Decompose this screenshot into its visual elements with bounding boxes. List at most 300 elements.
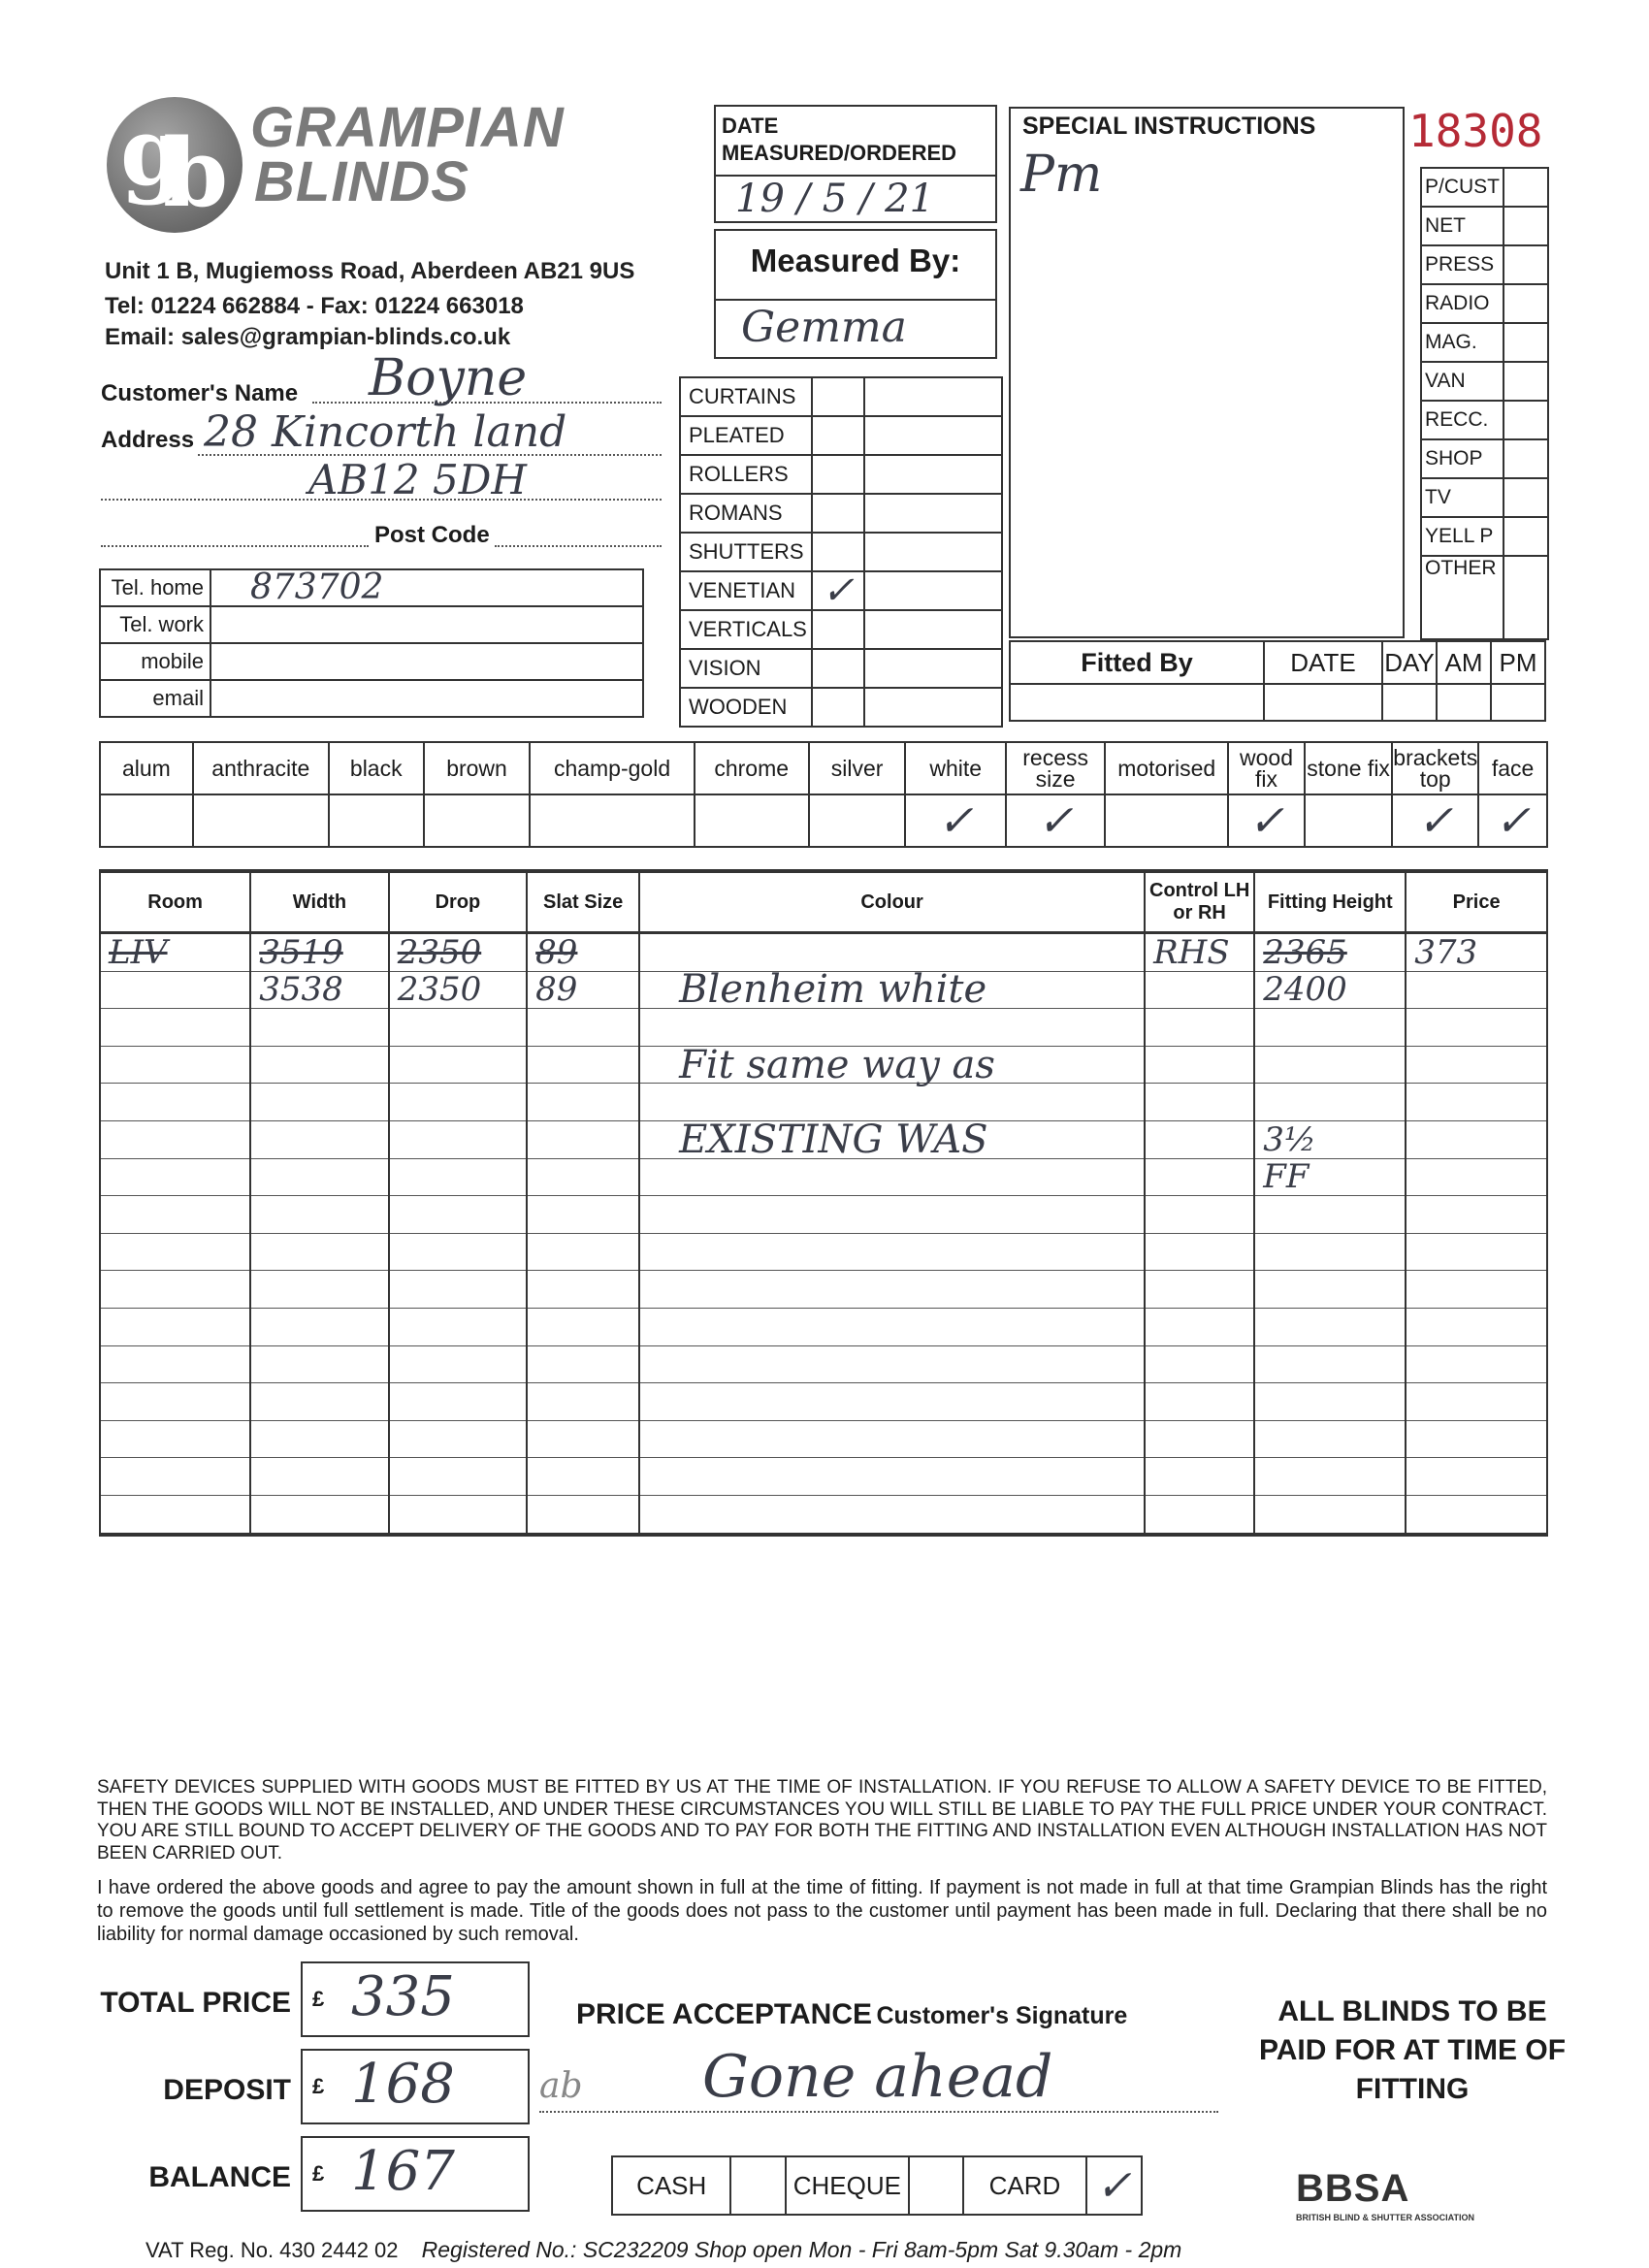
company-name-line1: GRAMPIAN xyxy=(250,96,565,159)
source-checkbox[interactable] xyxy=(1504,207,1548,245)
deposit-label: DEPOSIT xyxy=(163,2074,291,2106)
table-cell[interactable] xyxy=(100,1495,250,1534)
special-instructions-box xyxy=(1009,107,1405,638)
order-type-row xyxy=(680,416,1002,455)
table-row xyxy=(100,1345,1547,1383)
option-checkbox[interactable] xyxy=(530,794,694,847)
table-cell[interactable] xyxy=(639,933,1145,972)
pound-sign: £ xyxy=(312,2161,325,2186)
table-cell[interactable] xyxy=(527,1271,639,1309)
source-row xyxy=(1421,323,1548,362)
table-cell[interactable] xyxy=(1145,1084,1254,1121)
table-cell[interactable] xyxy=(527,1158,639,1196)
source-label: NET xyxy=(1421,207,1504,245)
order-type-row xyxy=(680,533,1002,571)
customer-name-value[interactable]: Boyne xyxy=(369,349,528,407)
table-cell[interactable] xyxy=(639,1009,1145,1047)
table-cell[interactable] xyxy=(1145,1345,1254,1383)
source-list xyxy=(1420,167,1549,640)
table-cell[interactable] xyxy=(1406,1495,1547,1534)
balance-label: BALANCE xyxy=(148,2161,291,2193)
table-cell[interactable] xyxy=(1145,1196,1254,1234)
option-checkbox[interactable]: ✓ xyxy=(1228,794,1305,847)
company-address: Unit 1 B, Mugiemoss Road, Aberdeen AB21 9US xyxy=(105,258,635,284)
table-cell[interactable] xyxy=(1406,1158,1547,1196)
order-type-notes[interactable] xyxy=(864,416,1002,455)
address-value-line1[interactable]: 28 Kincorth land xyxy=(204,407,567,457)
table-cell[interactable] xyxy=(1254,1458,1406,1496)
balance-value[interactable]: 167 xyxy=(351,2140,455,2203)
vat-reg: VAT Reg. No. 430 2442 02 xyxy=(146,2238,399,2262)
contact-row xyxy=(100,680,643,717)
measured-by-label: Measured By: xyxy=(750,243,961,278)
table-cell[interactable] xyxy=(250,1345,388,1383)
table-cell[interactable] xyxy=(100,1458,250,1496)
table-cell[interactable] xyxy=(639,1233,1145,1271)
table-cell[interactable] xyxy=(1145,1458,1254,1496)
customer-signature[interactable]: Gone ahead xyxy=(702,2043,1053,2111)
column-header: Width xyxy=(250,871,388,933)
table-cell[interactable] xyxy=(1254,1009,1406,1047)
table-cell[interactable] xyxy=(100,1345,250,1383)
fitted-am-label: AM xyxy=(1437,641,1491,684)
table-cell[interactable] xyxy=(1254,1084,1406,1121)
payment-card-box[interactable]: ✓ xyxy=(1086,2156,1142,2215)
table-cell[interactable]: 89 xyxy=(527,971,639,1009)
table-cell[interactable]: 3538 xyxy=(250,971,388,1009)
order-type-checkbox[interactable] xyxy=(812,688,864,727)
safety-notice: SAFETY DEVICES SUPPLIED WITH GOODS MUST BE FITTED BY US AT THE TIME OF INSTALLATION. IF YOU REFUSE TO ALLOW A SAFETY DEVICE TO BE FITTED, THEN THE GOODS WILL NOT BE INSTALLED, AND UNDER THESE CIRCUMSTANCES YOU WILL STILL BE LIABLE TO PAY THE FULL PRICE UNDER YOUR CONTRACT. YOU ARE STILL BOUND TO ACCEPT DELIVERY OF THE GOODS AND TO PAY FOR BOTH THE FITTING AND INSTALLATION EVEN ALTHOUGH INSTALLATION HAS NOT BEEN CARRIED OUT. xyxy=(97,1777,1547,1863)
option-checkbox[interactable]: ✓ xyxy=(1006,794,1105,847)
table-cell[interactable] xyxy=(389,1046,527,1084)
contact-value[interactable]: 873702 xyxy=(210,569,643,606)
table-cell[interactable] xyxy=(389,1345,527,1383)
date-measured-label: DATE MEASURED/ORDERED xyxy=(722,113,957,165)
table-row xyxy=(100,1495,1547,1534)
column-header: Price xyxy=(1406,871,1547,933)
table-cell[interactable] xyxy=(100,1233,250,1271)
options-table xyxy=(99,741,1548,848)
order-number: 18308 xyxy=(1408,105,1543,157)
table-cell[interactable]: 373 xyxy=(1406,933,1547,972)
table-cell[interactable] xyxy=(250,1084,388,1121)
order-type-checkbox[interactable] xyxy=(812,610,864,649)
table-row xyxy=(100,1308,1547,1345)
table-cell[interactable] xyxy=(527,1084,639,1121)
contact-value[interactable] xyxy=(210,606,643,643)
table-cell[interactable] xyxy=(1254,1196,1406,1234)
deposit-value[interactable]: 168 xyxy=(351,2053,455,2116)
date-measured-value[interactable]: 19 / 5 / 21 xyxy=(735,177,935,221)
table-cell[interactable] xyxy=(1145,1009,1254,1047)
table-cell[interactable] xyxy=(250,1383,388,1421)
source-label: RADIO xyxy=(1421,284,1504,323)
column-header: Slat Size xyxy=(527,871,639,933)
table-row xyxy=(100,1196,1547,1234)
table-cell[interactable] xyxy=(250,1046,388,1084)
source-label: VAN xyxy=(1421,362,1504,401)
fitted-by-label: Fitted By xyxy=(1010,641,1264,684)
table-row xyxy=(100,1420,1547,1458)
order-type-label: VISION xyxy=(680,649,812,688)
option-checkbox[interactable] xyxy=(1105,794,1228,847)
table-cell[interactable] xyxy=(389,1120,527,1158)
table-cell[interactable] xyxy=(100,1084,250,1121)
table-cell[interactable] xyxy=(100,1046,250,1084)
contact-label: mobile xyxy=(100,643,210,680)
table-cell[interactable] xyxy=(389,1084,527,1121)
column-header: Fitting Height xyxy=(1254,871,1406,933)
table-cell[interactable]: 89 xyxy=(527,933,639,972)
table-row xyxy=(100,933,1547,972)
order-type-row xyxy=(680,571,1002,610)
fitted-pm-label: PM xyxy=(1491,641,1545,684)
order-type-row xyxy=(680,610,1002,649)
order-type-notes[interactable] xyxy=(864,455,1002,494)
table-cell[interactable] xyxy=(100,971,250,1009)
signature-line xyxy=(539,2111,1218,2113)
table-cell[interactable] xyxy=(100,1120,250,1158)
order-type-label: PLEATED xyxy=(680,416,812,455)
table-cell[interactable] xyxy=(527,1196,639,1234)
order-type-notes[interactable] xyxy=(864,494,1002,533)
contact-label: Tel. work xyxy=(100,606,210,643)
bbsa-logo xyxy=(1296,2167,1529,2222)
table-cell[interactable] xyxy=(389,1308,527,1345)
fitted-day-value[interactable] xyxy=(1382,684,1437,721)
table-row xyxy=(100,1271,1547,1309)
table-cell[interactable] xyxy=(100,1420,250,1458)
postcode-line-right xyxy=(495,545,662,547)
table-cell[interactable] xyxy=(100,1308,250,1345)
order-lines-table xyxy=(99,869,1548,1537)
order-type-notes[interactable] xyxy=(864,571,1002,610)
table-cell[interactable]: EXISTING WAS xyxy=(639,1120,1145,1158)
payment-method-table xyxy=(611,2155,1143,2216)
order-type-notes[interactable] xyxy=(864,533,1002,571)
order-type-checkbox[interactable] xyxy=(812,649,864,688)
fitted-day-label: DAY xyxy=(1382,641,1437,684)
source-checkbox[interactable] xyxy=(1504,401,1548,439)
table-cell[interactable]: 3519 xyxy=(250,933,388,972)
price-acceptance-heading xyxy=(576,1998,1127,2031)
option-checkbox[interactable] xyxy=(329,794,424,847)
total-price-value[interactable]: 335 xyxy=(351,1965,455,2028)
order-type-checkbox[interactable]: ✓ xyxy=(812,571,864,610)
table-cell[interactable]: RHS xyxy=(1145,933,1254,972)
source-checkbox[interactable] xyxy=(1504,323,1548,362)
table-row xyxy=(100,1158,1547,1196)
table-row xyxy=(100,971,1547,1009)
table-cell[interactable] xyxy=(389,1495,527,1534)
option-checkbox[interactable] xyxy=(193,794,329,847)
table-cell[interactable] xyxy=(100,1009,250,1047)
table-cell[interactable] xyxy=(1406,1196,1547,1234)
table-cell[interactable] xyxy=(639,1383,1145,1421)
option-checkbox[interactable] xyxy=(695,794,809,847)
option-label: recess size xyxy=(1006,742,1105,794)
source-row xyxy=(1421,517,1548,556)
table-cell[interactable]: 3½ xyxy=(1254,1120,1406,1158)
table-cell[interactable] xyxy=(1145,971,1254,1009)
option-label: silver xyxy=(809,742,906,794)
measured-by-value[interactable]: Gemma xyxy=(741,303,907,352)
contact-label: Tel. home xyxy=(100,569,210,606)
option-label: black xyxy=(329,742,424,794)
table-cell[interactable] xyxy=(1406,971,1547,1009)
company-name xyxy=(250,96,565,213)
source-checkbox[interactable] xyxy=(1504,362,1548,401)
table-cell[interactable] xyxy=(639,1084,1145,1121)
option-checkbox[interactable] xyxy=(424,794,531,847)
table-cell[interactable]: Fit same way as xyxy=(639,1046,1145,1084)
table-cell[interactable]: 2365 xyxy=(1254,933,1406,972)
table-cell[interactable] xyxy=(639,1458,1145,1496)
table-cell[interactable] xyxy=(100,1383,250,1421)
table-cell[interactable]: FF xyxy=(1254,1158,1406,1196)
pound-sign: £ xyxy=(312,1987,325,2011)
table-cell[interactable] xyxy=(1254,1046,1406,1084)
order-type-notes[interactable] xyxy=(864,610,1002,649)
special-instructions-value[interactable]: Pm xyxy=(1020,146,1103,204)
table-cell[interactable] xyxy=(1406,1046,1547,1084)
table-cell[interactable] xyxy=(1406,1458,1547,1496)
contact-value[interactable] xyxy=(210,643,643,680)
order-type-notes[interactable] xyxy=(864,377,1002,416)
table-cell[interactable] xyxy=(250,1308,388,1345)
order-type-label: VERTICALS xyxy=(680,610,812,649)
option-label: champ-gold xyxy=(530,742,694,794)
table-cell[interactable] xyxy=(1145,1383,1254,1421)
table-cell[interactable] xyxy=(527,1233,639,1271)
table-cell[interactable]: 2350 xyxy=(389,971,527,1009)
source-checkbox[interactable] xyxy=(1504,439,1548,478)
table-cell[interactable] xyxy=(639,1158,1145,1196)
option-checkbox[interactable]: ✓ xyxy=(1392,794,1478,847)
address-value-line2[interactable]: AB12 5DH xyxy=(308,456,528,503)
address-label: Address xyxy=(101,427,195,453)
option-checkbox[interactable] xyxy=(809,794,906,847)
date-measured-box xyxy=(714,105,997,223)
table-cell[interactable] xyxy=(639,1196,1145,1234)
option-checkbox[interactable] xyxy=(100,794,193,847)
table-cell[interactable] xyxy=(1406,1120,1547,1158)
table-cell[interactable] xyxy=(389,1009,527,1047)
payment-notice: ALL BLINDS TO BE PAID FOR AT TIME OF FITTING xyxy=(1258,1995,1567,2105)
table-cell[interactable] xyxy=(1145,1120,1254,1158)
table-cell[interactable] xyxy=(1145,1046,1254,1084)
order-type-checkbox[interactable] xyxy=(812,416,864,455)
contact-row xyxy=(100,643,643,680)
table-cell[interactable]: Blenheim white xyxy=(639,971,1145,1009)
table-cell[interactable] xyxy=(1254,1495,1406,1534)
table-cell[interactable] xyxy=(389,1271,527,1309)
table-cell[interactable] xyxy=(389,1458,527,1496)
table-cell[interactable] xyxy=(1406,1308,1547,1345)
order-type-checkbox[interactable] xyxy=(812,377,864,416)
table-cell[interactable] xyxy=(1145,1308,1254,1345)
order-type-notes[interactable] xyxy=(864,688,1002,727)
source-label: MAG. xyxy=(1421,323,1504,362)
table-cell[interactable] xyxy=(100,1271,250,1309)
total-price-label: TOTAL PRICE xyxy=(100,1987,291,2019)
table-cell[interactable] xyxy=(527,1308,639,1345)
table-cell[interactable] xyxy=(639,1271,1145,1309)
fitted-am-value[interactable] xyxy=(1437,684,1491,721)
table-cell[interactable] xyxy=(250,1495,388,1534)
table-cell[interactable] xyxy=(1254,1308,1406,1345)
table-cell[interactable] xyxy=(250,1458,388,1496)
table-cell[interactable] xyxy=(527,1495,639,1534)
table-cell[interactable] xyxy=(389,1233,527,1271)
table-cell[interactable] xyxy=(1145,1271,1254,1309)
table-cell[interactable] xyxy=(250,1420,388,1458)
table-cell[interactable] xyxy=(527,1383,639,1421)
source-checkbox[interactable] xyxy=(1504,478,1548,517)
order-type-label: VENETIAN xyxy=(680,571,812,610)
contact-table xyxy=(99,568,644,718)
balance-box xyxy=(301,2136,530,2212)
table-cell[interactable] xyxy=(1406,1084,1547,1121)
payment-cheque-box[interactable] xyxy=(909,2156,963,2215)
table-cell[interactable] xyxy=(1406,1383,1547,1421)
order-type-label: CURTAINS xyxy=(680,377,812,416)
table-cell[interactable] xyxy=(1145,1233,1254,1271)
table-cell[interactable] xyxy=(250,1120,388,1158)
contact-value[interactable] xyxy=(210,680,643,717)
table-cell[interactable] xyxy=(1254,1383,1406,1421)
table-cell[interactable] xyxy=(250,1233,388,1271)
table-cell[interactable] xyxy=(250,1158,388,1196)
table-cell[interactable] xyxy=(389,1420,527,1458)
source-row xyxy=(1421,556,1548,639)
option-checkbox[interactable] xyxy=(1305,794,1392,847)
fitted-pm-value[interactable] xyxy=(1491,684,1545,721)
contact-label: email xyxy=(100,680,210,717)
special-instructions-label: SPECIAL INSTRUCTIONS xyxy=(1022,113,1316,140)
table-cell[interactable] xyxy=(639,1420,1145,1458)
option-checkbox[interactable]: ✓ xyxy=(1478,794,1547,847)
option-label: face xyxy=(1478,742,1547,794)
postcode-line-left xyxy=(101,545,369,547)
table-cell[interactable] xyxy=(250,1196,388,1234)
table-cell[interactable] xyxy=(1254,1420,1406,1458)
fitted-date-label: DATE xyxy=(1264,641,1382,684)
table-cell[interactable] xyxy=(527,1046,639,1084)
fitted-by-value[interactable] xyxy=(1010,684,1264,721)
table-cell[interactable] xyxy=(389,1158,527,1196)
source-row xyxy=(1421,207,1548,245)
option-label: brown xyxy=(424,742,531,794)
payment-cheque-label: CHEQUE xyxy=(786,2156,910,2215)
company-email: Email: sales@grampian-blinds.co.uk xyxy=(105,324,511,350)
option-label: chrome xyxy=(695,742,809,794)
table-cell[interactable]: 2400 xyxy=(1254,971,1406,1009)
table-cell[interactable] xyxy=(1254,1233,1406,1271)
table-cell[interactable] xyxy=(639,1495,1145,1534)
source-checkbox[interactable] xyxy=(1504,168,1548,207)
postcode-label: Post Code xyxy=(374,522,490,548)
table-row xyxy=(100,1009,1547,1047)
option-label: white xyxy=(905,742,1006,794)
source-row xyxy=(1421,168,1548,207)
order-type-notes[interactable] xyxy=(864,649,1002,688)
table-cell[interactable] xyxy=(100,1196,250,1234)
customer-name-label: Customer's Name xyxy=(101,380,299,406)
table-cell[interactable] xyxy=(1406,1009,1547,1047)
table-row xyxy=(100,1084,1547,1121)
column-header: Drop xyxy=(389,871,527,933)
table-cell[interactable] xyxy=(1254,1345,1406,1383)
order-type-label: SHUTTERS xyxy=(680,533,812,571)
option-checkbox[interactable]: ✓ xyxy=(905,794,1006,847)
column-header: Control LH or RH xyxy=(1145,871,1254,933)
table-cell[interactable] xyxy=(389,1383,527,1421)
source-checkbox[interactable] xyxy=(1504,284,1548,323)
fitted-by-table xyxy=(1009,640,1546,722)
table-cell[interactable] xyxy=(527,1345,639,1383)
table-cell[interactable] xyxy=(1254,1271,1406,1309)
deposit-box xyxy=(301,2049,530,2124)
source-label: OTHER xyxy=(1421,556,1504,639)
company-name-line2: BLINDS xyxy=(254,150,469,213)
table-cell[interactable]: LIV xyxy=(100,933,250,972)
table-cell[interactable] xyxy=(250,1271,388,1309)
payment-cash-label: CASH xyxy=(612,2156,730,2215)
table-cell[interactable] xyxy=(1406,1345,1547,1383)
fitted-date-value[interactable] xyxy=(1264,684,1382,721)
table-cell[interactable]: 2350 xyxy=(389,933,527,972)
table-cell[interactable] xyxy=(389,1196,527,1234)
payment-card-label: CARD xyxy=(963,2156,1085,2215)
order-type-list xyxy=(679,376,1003,728)
agreement-text: I have ordered the above goods and agree to pay the amount shown in full at the time of fitting. If payment is not made in full at that time Grampian Blinds has the right to remove the goods until full settlement is made. Title of the goods does not pass to the customer until payment has been made in full. Declaring that there shall be no liability for normal damage occasioned by such removal. xyxy=(97,1877,1547,1945)
order-type-checkbox[interactable] xyxy=(812,533,864,571)
table-cell[interactable] xyxy=(527,1120,639,1158)
payment-cash-box[interactable] xyxy=(730,2156,785,2215)
table-cell[interactable] xyxy=(1406,1271,1547,1309)
order-type-row xyxy=(680,455,1002,494)
bbsa-logo-text: BBSA xyxy=(1296,2167,1410,2210)
contact-row xyxy=(100,569,643,606)
table-cell[interactable] xyxy=(1145,1495,1254,1534)
source-row xyxy=(1421,478,1548,517)
table-cell[interactable] xyxy=(1406,1233,1547,1271)
table-cell[interactable] xyxy=(639,1345,1145,1383)
table-cell[interactable] xyxy=(527,1458,639,1496)
order-type-row xyxy=(680,649,1002,688)
table-row xyxy=(100,1458,1547,1496)
table-cell[interactable] xyxy=(1145,1158,1254,1196)
table-cell[interactable] xyxy=(250,1009,388,1047)
source-label: YELL P xyxy=(1421,517,1504,556)
source-checkbox[interactable] xyxy=(1504,245,1548,284)
table-cell[interactable] xyxy=(527,1420,639,1458)
source-checkbox[interactable] xyxy=(1504,517,1548,556)
total-price-box xyxy=(301,1961,530,2037)
order-type-checkbox[interactable] xyxy=(812,494,864,533)
source-checkbox[interactable] xyxy=(1504,556,1548,639)
table-cell[interactable] xyxy=(527,1009,639,1047)
bbsa-caption: BRITISH BLIND & SHUTTER ASSOCIATION xyxy=(1296,2213,1474,2222)
table-cell[interactable] xyxy=(639,1308,1145,1345)
table-cell[interactable] xyxy=(100,1158,250,1196)
table-cell[interactable] xyxy=(1145,1420,1254,1458)
source-label: SHOP xyxy=(1421,439,1504,478)
order-type-checkbox[interactable] xyxy=(812,455,864,494)
order-type-row xyxy=(680,688,1002,727)
table-cell[interactable] xyxy=(1406,1420,1547,1458)
